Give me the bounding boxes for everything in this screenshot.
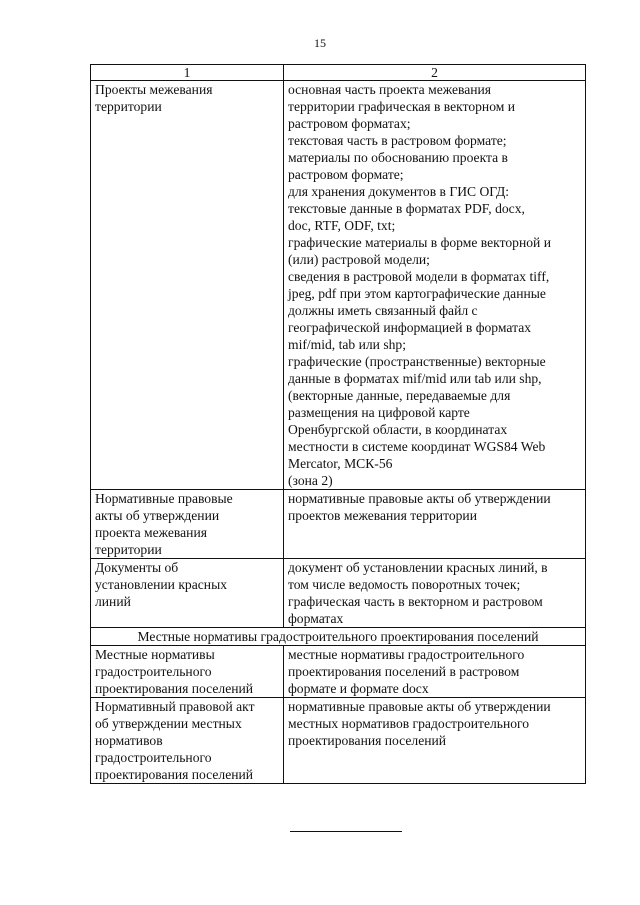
- cell-text-line: текстовые данные в форматах PDF, docx,: [288, 201, 525, 216]
- cell-text-line: графическая часть в векторном и растровом: [288, 594, 543, 609]
- section-title: Местные нормативы градостроительного проектирования поселений: [91, 628, 586, 646]
- cell-text-line: сведения в растровой модели в форматах tiff,: [288, 269, 550, 284]
- cell-text-line: Нормативные правовые: [95, 491, 233, 506]
- cell-text-line: должны иметь связанный файл с: [288, 303, 478, 318]
- cell-text-line: проектирования поселений: [288, 733, 447, 748]
- section-header-row: [91, 628, 586, 646]
- cell-text-line: градостроительного: [95, 664, 212, 679]
- cell-text-line: (векторные данные, передаваемые для: [288, 388, 511, 403]
- cell-text-line: текстовая часть в растровом формате;: [288, 133, 507, 148]
- table-row: [91, 646, 586, 698]
- document-table: [90, 64, 586, 784]
- cell-text-line: doc, RTF, ODF, txt;: [288, 218, 396, 233]
- cell-text-line: Mercator, МСК-56: [288, 456, 393, 471]
- cell-text-line: растровом форматах;: [288, 116, 411, 131]
- cell-text-line: данные в форматах mif/mid или tab или shp,: [288, 371, 542, 386]
- cell-text-line: для хранения документов в ГИС ОГД:: [288, 184, 510, 199]
- cell-text-line: Нормативный правовой акт: [95, 699, 255, 714]
- cell-text-line: Проекты межевания: [95, 82, 213, 97]
- document-type-cell: [91, 559, 284, 628]
- cell-text-line: графические материалы в форме векторной и: [288, 235, 551, 250]
- cell-text-line: нормативные правовые акты об утверждении: [288, 699, 551, 714]
- document-format-cell: [284, 490, 586, 559]
- cell-text-line: проектирования поселений: [95, 767, 254, 782]
- document-type-cell: [91, 81, 284, 490]
- cell-text-line: Местные нормативы: [95, 647, 215, 662]
- cell-text-line: форматах: [288, 611, 344, 626]
- document-format-cell: [284, 698, 586, 784]
- table-row: [91, 698, 586, 784]
- cell-text-line: линий: [95, 594, 131, 609]
- cell-text-line: территории графическая в векторном и: [288, 99, 516, 114]
- document-type-cell: [91, 490, 284, 559]
- cell-text-line: документ об установлении красных линий, в: [288, 560, 548, 575]
- cell-text-line: основная часть проекта межевания: [288, 82, 492, 97]
- cell-text-line: установлении красных: [95, 577, 227, 592]
- document-type-cell: [91, 698, 284, 784]
- cell-text-line: географической информацией в форматах: [288, 320, 532, 335]
- cell-text-line: проектов межевания территории: [288, 508, 477, 523]
- cell-text-line: том числе ведомость поворотных точек;: [288, 577, 521, 592]
- cell-text-line: размещения на цифровой карте: [288, 405, 470, 420]
- table-row: [91, 490, 586, 559]
- cell-text-line: территории: [95, 542, 162, 557]
- cell-text-line: формате и формате docx: [288, 681, 429, 696]
- cell-text-line: Оренбургской области, в координатах: [288, 422, 508, 437]
- table-row: [91, 81, 586, 490]
- cell-text-line: проекта межевания: [95, 525, 207, 540]
- cell-text-line: градостроительного: [95, 750, 212, 765]
- column-header-1: 1: [91, 65, 284, 81]
- cell-text-line: акты об утверждении: [95, 508, 220, 523]
- cell-text-line: Документы об: [95, 560, 179, 575]
- cell-text-line: mif/mid, tab или shp;: [288, 337, 406, 352]
- table-row: [91, 559, 586, 628]
- footer-divider: [290, 831, 402, 832]
- document-format-cell: [284, 646, 586, 698]
- cell-text-line: (или) растровой модели;: [288, 252, 430, 267]
- cell-text-line: проектирования поселений: [95, 681, 254, 696]
- cell-text-line: растровом формате;: [288, 167, 404, 182]
- page-number: 15: [314, 36, 326, 50]
- document-type-cell: [91, 646, 284, 698]
- document-format-cell: [284, 559, 586, 628]
- cell-text-line: местных нормативов градостроительного: [288, 716, 530, 731]
- table-header-row: [91, 65, 586, 81]
- cell-text-line: местности в системе координат WGS84 Web: [288, 439, 546, 454]
- cell-text-line: территории: [95, 99, 162, 114]
- cell-text-line: проектирования поселений в растровом: [288, 664, 520, 679]
- cell-text-line: материалы по обоснованию проекта в: [288, 150, 508, 165]
- cell-text-line: jpeg, pdf при этом картографические данные: [288, 286, 546, 301]
- document-format-cell: [284, 81, 586, 490]
- cell-text-line: (зона 2): [288, 473, 333, 488]
- cell-text-line: нормативов: [95, 733, 163, 748]
- cell-text-line: графические (пространственные) векторные: [288, 354, 546, 369]
- cell-text-line: об утверждении местных: [95, 716, 242, 731]
- cell-text-line: местные нормативы градостроительного: [288, 647, 525, 662]
- cell-text-line: нормативные правовые акты об утверждении: [288, 491, 551, 506]
- column-header-2: 2: [284, 65, 586, 81]
